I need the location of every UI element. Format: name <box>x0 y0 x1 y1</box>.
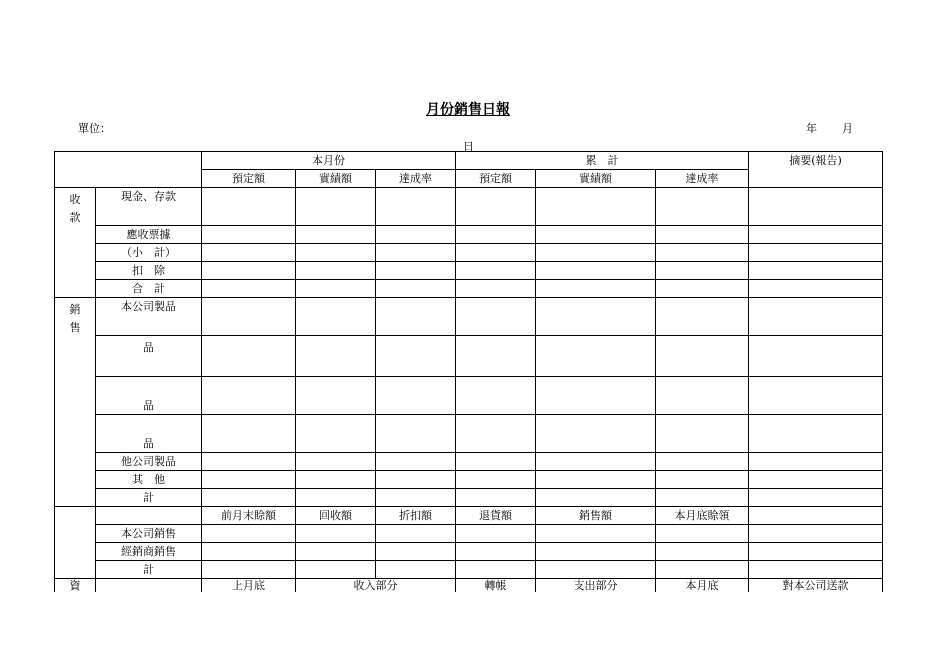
section-label-collect: 收款 <box>55 188 96 298</box>
table-cell[interactable] <box>376 471 456 489</box>
column-header: 本月底賒領 <box>656 507 749 525</box>
table-cell <box>96 579 202 593</box>
table-cell[interactable] <box>376 188 456 226</box>
table-cell[interactable] <box>202 244 296 262</box>
table-cell[interactable] <box>202 415 296 453</box>
table-cell[interactable] <box>749 507 883 525</box>
table-cell[interactable] <box>656 543 749 561</box>
row-label: 計 <box>96 561 202 579</box>
table-cell[interactable] <box>749 336 883 377</box>
table-cell[interactable] <box>376 543 456 561</box>
table-cell[interactable] <box>202 298 296 336</box>
row-label: （小 計） <box>96 244 202 262</box>
row-label: 合 計 <box>96 280 202 298</box>
table-cell[interactable] <box>202 262 296 280</box>
table-cell[interactable] <box>749 525 883 543</box>
table-cell[interactable] <box>656 188 749 226</box>
table-cell[interactable] <box>376 262 456 280</box>
table-row <box>55 226 883 244</box>
table-cell[interactable] <box>749 489 883 507</box>
table-row <box>55 298 883 336</box>
table-cell[interactable] <box>296 543 376 561</box>
table-cell[interactable] <box>202 543 296 561</box>
row-label: 品 <box>96 377 202 415</box>
table-row <box>55 453 883 471</box>
column-header: 銷售額 <box>536 507 656 525</box>
page-title: 月份銷售日報 <box>426 102 510 118</box>
table-cell[interactable] <box>202 561 296 579</box>
table-cell[interactable] <box>296 415 376 453</box>
column-header: 支出部分 <box>536 579 656 593</box>
row-label: 計 <box>96 489 202 507</box>
row-label: 經銷商銷售 <box>96 543 202 561</box>
table-cell <box>96 507 202 525</box>
column-header: 前月末賒額 <box>202 507 296 525</box>
table-cell[interactable] <box>456 489 536 507</box>
header-row-1 <box>55 152 883 170</box>
table-cell[interactable] <box>456 262 536 280</box>
table-cell[interactable] <box>376 280 456 298</box>
table-cell[interactable] <box>749 415 883 453</box>
row-label: 其 他 <box>96 471 202 489</box>
column-header: 回收額 <box>296 507 376 525</box>
table-cell[interactable] <box>296 280 376 298</box>
table-cell[interactable] <box>296 226 376 244</box>
table-cell[interactable] <box>296 453 376 471</box>
table-row <box>55 262 883 280</box>
table-cell[interactable] <box>376 525 456 543</box>
table-cell[interactable] <box>749 298 883 336</box>
table-cell[interactable] <box>456 226 536 244</box>
row-label: 本公司銷售 <box>96 525 202 543</box>
table-cell[interactable] <box>456 336 536 377</box>
receivables-header-row <box>55 507 883 525</box>
month-label: 月 <box>842 122 853 135</box>
table-cell[interactable] <box>749 453 883 471</box>
column-header: 預定額 <box>202 170 296 188</box>
table-row <box>55 244 883 262</box>
table-cell[interactable] <box>656 415 749 453</box>
table-cell[interactable] <box>456 280 536 298</box>
row-label: 應收票據 <box>96 226 202 244</box>
section-label-receivables <box>55 507 96 579</box>
month-group-header: 本月份 <box>202 152 456 170</box>
table-cell[interactable] <box>376 244 456 262</box>
table-cell[interactable] <box>536 415 656 453</box>
table-cell[interactable] <box>749 561 883 579</box>
table-cell[interactable] <box>749 244 883 262</box>
table-row <box>55 188 883 226</box>
column-header: 本月底 <box>656 579 749 593</box>
table-cell[interactable] <box>202 336 296 377</box>
column-header: 收入部分 <box>296 579 456 593</box>
table-cell[interactable] <box>202 188 296 226</box>
table-cell[interactable] <box>749 188 883 226</box>
row-label: 他公司製品 <box>96 453 202 471</box>
table-cell[interactable] <box>376 489 456 507</box>
table-cell[interactable] <box>376 415 456 453</box>
table-cell[interactable] <box>656 377 749 415</box>
column-header: 達成率 <box>376 170 456 188</box>
table-row <box>55 561 883 579</box>
table-cell[interactable] <box>536 543 656 561</box>
table-cell[interactable] <box>536 244 656 262</box>
row-label: 品 <box>96 336 202 377</box>
table-cell[interactable] <box>296 244 376 262</box>
table-cell[interactable] <box>376 561 456 579</box>
funds-header-row <box>55 579 883 593</box>
section-label-sales: 銷售 <box>55 298 96 507</box>
row-label: 現金、存款 <box>96 188 202 226</box>
table-cell[interactable] <box>749 226 883 244</box>
table-cell[interactable] <box>456 415 536 453</box>
table-cell[interactable] <box>456 244 536 262</box>
table-cell[interactable] <box>536 525 656 543</box>
column-header: 實績額 <box>536 170 656 188</box>
table-cell[interactable] <box>536 262 656 280</box>
table-row <box>55 489 883 507</box>
remarks-header: 摘要(報告) <box>749 152 883 188</box>
table-cell[interactable] <box>749 262 883 280</box>
table-cell[interactable] <box>656 244 749 262</box>
table-cell[interactable] <box>536 471 656 489</box>
table-row <box>55 336 883 377</box>
column-header: 實績額 <box>296 170 376 188</box>
table-cell[interactable] <box>749 471 883 489</box>
table-cell[interactable] <box>202 453 296 471</box>
table-cell[interactable] <box>656 453 749 471</box>
column-header: 達成率 <box>656 170 749 188</box>
table-cell[interactable] <box>296 262 376 280</box>
row-label: 扣 除 <box>96 262 202 280</box>
column-header: 上月底 <box>202 579 296 593</box>
table-cell[interactable] <box>456 188 536 226</box>
table-cell[interactable] <box>456 298 536 336</box>
table-cell[interactable] <box>376 298 456 336</box>
table-cell[interactable] <box>296 471 376 489</box>
table-cell[interactable] <box>536 298 656 336</box>
table-cell[interactable] <box>656 280 749 298</box>
table-cell[interactable] <box>296 377 376 415</box>
table-cell[interactable] <box>296 561 376 579</box>
column-header: 預定額 <box>456 170 536 188</box>
table-cell[interactable] <box>202 471 296 489</box>
corner-cell <box>55 152 202 188</box>
column-header: 對本公司送款 <box>749 579 883 593</box>
table-cell[interactable] <box>536 561 656 579</box>
table-cell[interactable] <box>536 188 656 226</box>
table-cell[interactable] <box>296 188 376 226</box>
table-cell[interactable] <box>749 377 883 415</box>
table-cell[interactable] <box>376 453 456 471</box>
table-cell[interactable] <box>456 377 536 415</box>
sales-report-table <box>54 151 883 592</box>
section-label-funds: 資 <box>55 579 96 593</box>
table-cell[interactable] <box>656 226 749 244</box>
table-cell[interactable] <box>202 525 296 543</box>
cumulative-group-header: 累 計 <box>456 152 749 170</box>
table-cell[interactable] <box>296 336 376 377</box>
column-header: 折扣額 <box>376 507 456 525</box>
table-cell[interactable] <box>536 336 656 377</box>
table-cell[interactable] <box>202 377 296 415</box>
year-label: 年 <box>806 122 817 135</box>
table-cell[interactable] <box>536 453 656 471</box>
table-cell[interactable] <box>202 489 296 507</box>
table-row <box>55 525 883 543</box>
table-cell[interactable] <box>376 226 456 244</box>
row-label: 品 <box>96 415 202 453</box>
row-label: 本公司製品 <box>96 298 202 336</box>
table-row <box>55 543 883 561</box>
unit-label: 單位： <box>78 122 111 135</box>
table-cell[interactable] <box>456 543 536 561</box>
table-cell[interactable] <box>656 489 749 507</box>
table-cell[interactable] <box>749 543 883 561</box>
table-row <box>55 377 883 415</box>
table-cell[interactable] <box>536 489 656 507</box>
table-cell[interactable] <box>202 280 296 298</box>
table-cell[interactable] <box>656 262 749 280</box>
table-cell[interactable] <box>202 226 296 244</box>
table-cell[interactable] <box>536 377 656 415</box>
table-cell[interactable] <box>656 561 749 579</box>
table-cell[interactable] <box>376 336 456 377</box>
table-cell[interactable] <box>536 226 656 244</box>
table-cell[interactable] <box>296 489 376 507</box>
table-cell[interactable] <box>296 298 376 336</box>
table-cell[interactable] <box>376 377 456 415</box>
day-label: 日 <box>463 140 474 153</box>
table-cell[interactable] <box>456 453 536 471</box>
table-cell[interactable] <box>456 561 536 579</box>
table-row <box>55 280 883 298</box>
table-cell[interactable] <box>656 525 749 543</box>
table-row <box>55 415 883 453</box>
table-cell[interactable] <box>656 471 749 489</box>
table-cell[interactable] <box>656 336 749 377</box>
table-row <box>55 471 883 489</box>
column-header: 轉帳 <box>456 579 536 593</box>
table-cell[interactable] <box>296 525 376 543</box>
table-cell[interactable] <box>536 280 656 298</box>
column-header: 退貨額 <box>456 507 536 525</box>
table-cell[interactable] <box>456 525 536 543</box>
table-cell[interactable] <box>656 298 749 336</box>
table-cell[interactable] <box>749 280 883 298</box>
table-cell[interactable] <box>456 471 536 489</box>
